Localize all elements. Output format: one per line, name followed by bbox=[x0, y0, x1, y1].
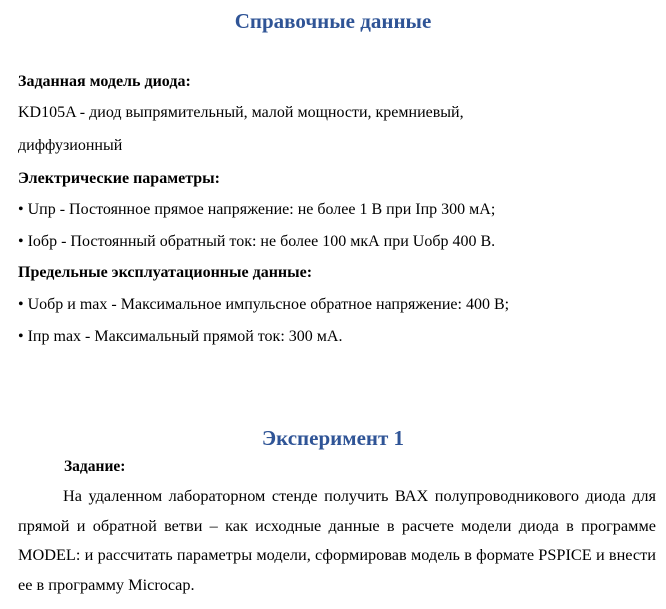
model-line-1: KD105A - диод выпрямительный, малой мощности, кремниевый, bbox=[18, 104, 464, 121]
model-heading: Заданная модель диода: bbox=[18, 73, 191, 90]
task-paragraph bbox=[18, 481, 656, 599]
reference-title: Справочные данные bbox=[234, 9, 432, 33]
limits-item: • Iпр max - Максимальный прямой ток: 300 мА. bbox=[18, 328, 343, 345]
electrical-item: • Uпр - Постоянное прямое напряжение: не более 1 В при Iпр 300 мА; bbox=[18, 201, 496, 218]
limits-heading: Предельные эксплуатационные данные: bbox=[18, 264, 313, 281]
electrical-heading: Электрические параметры: bbox=[18, 170, 220, 187]
limits-item: • Uобр и max - Максимальное импульсное обратное напряжение: 400 В; bbox=[18, 296, 510, 313]
electrical-item: • Iобр - Постоянный обратный ток: не более 100 мкА при Uобр 400 В. bbox=[18, 233, 496, 250]
task-label: Задание: bbox=[64, 458, 126, 475]
model-line-2: диффузионный bbox=[18, 137, 123, 154]
task-text: На удаленном лабораторном стенде получить ВАХ полупроводникового диода для прямой и обратной ветви – как исходные данные в расчете модели диода в программе MODEL: и рассчитать параметры модели, сформировав модель в формате PSPICE и внести ее в программу Microcap. bbox=[18, 486, 656, 594]
experiment-title: Эксперимент 1 bbox=[261, 426, 405, 450]
